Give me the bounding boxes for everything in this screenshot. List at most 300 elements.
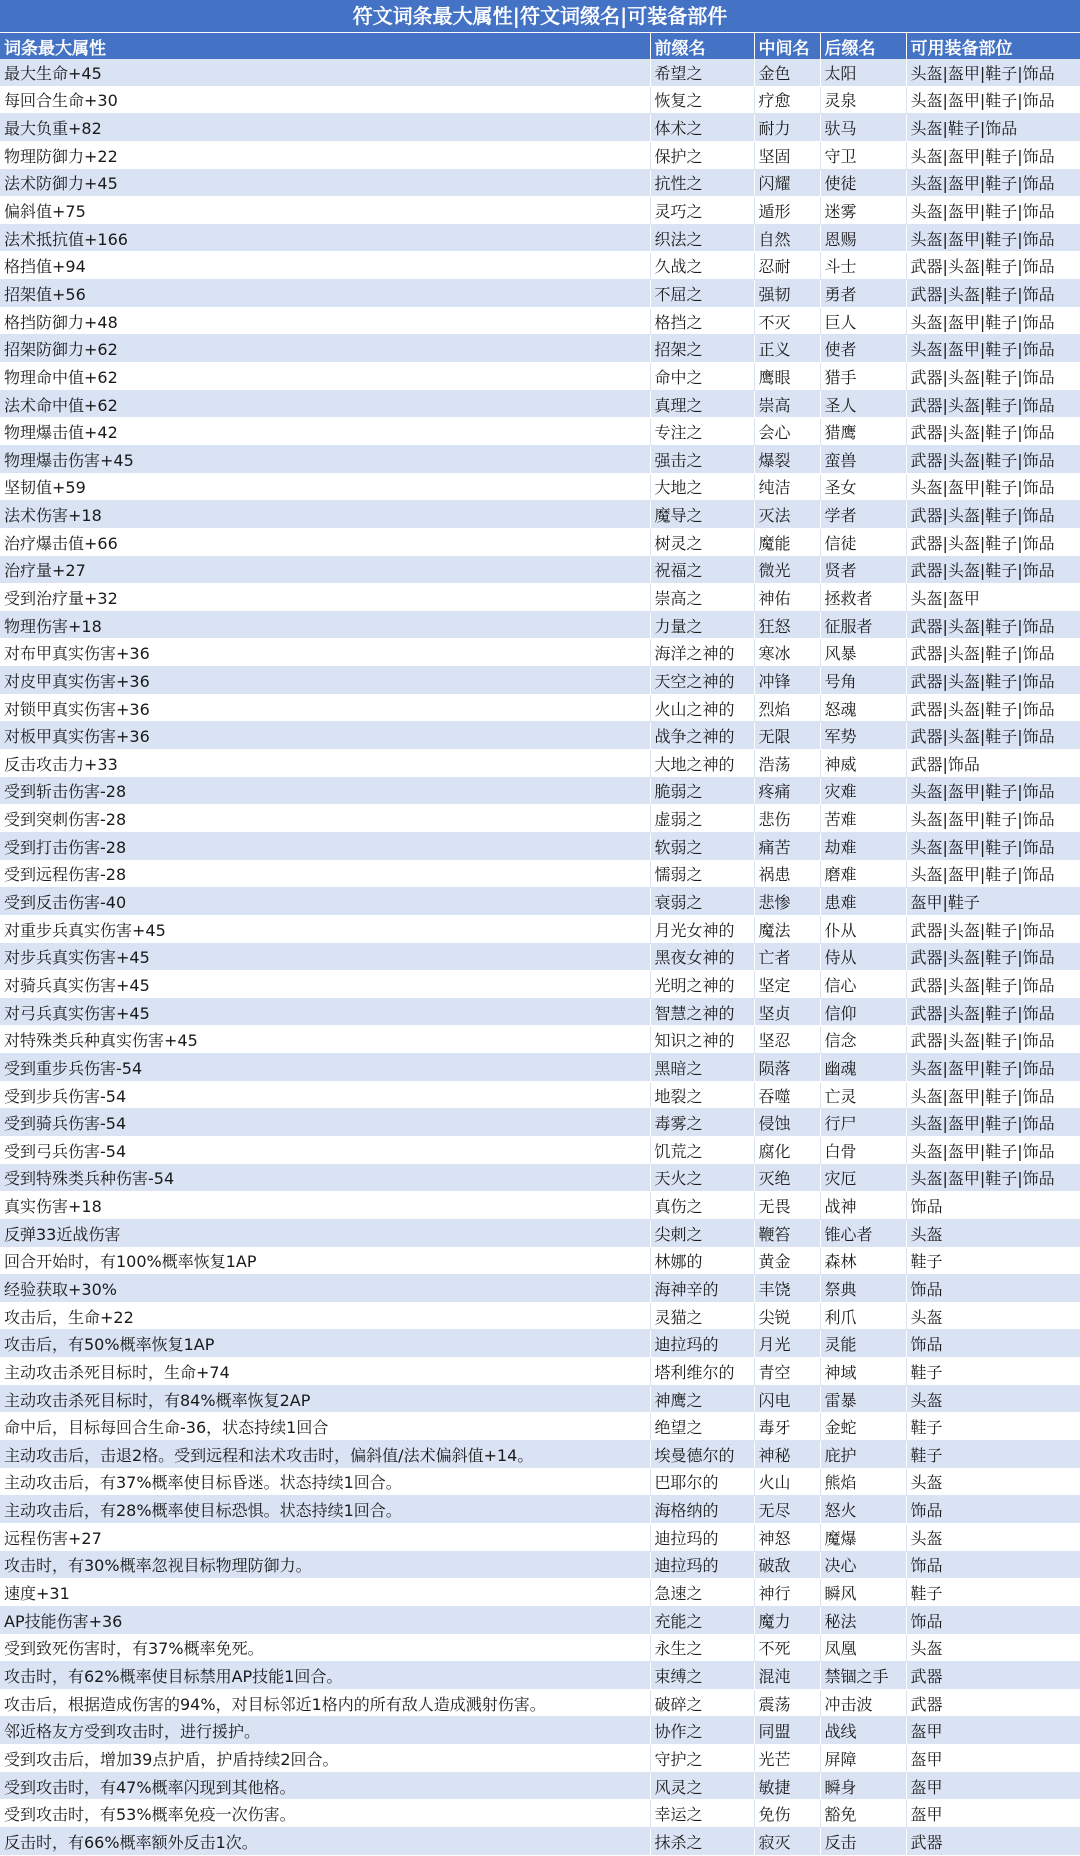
table-row (0, 445, 1080, 473)
cell-middle: 坚贞 (754, 998, 820, 1026)
cell-attribute: 物理防御力+22 (0, 141, 650, 169)
table-row (0, 1717, 1080, 1745)
cell-middle: 魔法 (754, 915, 820, 943)
cell-suffix: 征服者 (820, 611, 906, 639)
cell-middle: 闪电 (754, 1385, 820, 1413)
table-row (0, 888, 1080, 916)
table-row (0, 1496, 1080, 1524)
cell-suffix: 冲击波 (820, 1689, 906, 1717)
table-row (0, 307, 1080, 335)
cell-slots: 武器|头盔|鞋子|饰品 (906, 943, 1080, 971)
table-row (0, 335, 1080, 363)
cell-suffix: 灾难 (820, 777, 906, 805)
column-header-prefix: 前缀名 (650, 33, 754, 59)
cell-middle: 疗愈 (754, 86, 820, 114)
cell-attribute: 物理命中值+62 (0, 363, 650, 391)
table-row (0, 1164, 1080, 1192)
table-row (0, 197, 1080, 225)
cell-slots: 鞋子 (906, 1441, 1080, 1469)
cell-suffix: 秘法 (820, 1606, 906, 1634)
cell-slots: 武器|头盔|鞋子|饰品 (906, 639, 1080, 667)
cell-suffix: 守卫 (820, 141, 906, 169)
cell-middle: 正义 (754, 335, 820, 363)
table-row (0, 998, 1080, 1026)
cell-prefix: 迪拉玛的 (650, 1330, 754, 1358)
table-row (0, 1745, 1080, 1773)
cell-prefix: 战争之神的 (650, 722, 754, 750)
cell-slots: 头盔|盔甲|鞋子|饰品 (906, 335, 1080, 363)
cell-slots: 头盔|盔甲|鞋子|饰品 (906, 224, 1080, 252)
cell-prefix: 希望之 (650, 59, 754, 86)
cell-slots: 武器|饰品 (906, 750, 1080, 778)
cell-slots: 武器|头盔|鞋子|饰品 (906, 694, 1080, 722)
cell-attribute: 攻击后，根据造成伤害的94%，对目标邻近1格内的所有敌人造成溅射伤害。 (0, 1689, 650, 1717)
cell-middle: 自然 (754, 224, 820, 252)
cell-suffix: 豁免 (820, 1800, 906, 1828)
cell-prefix: 灵巧之 (650, 197, 754, 225)
table-row (0, 750, 1080, 778)
table-row (0, 1054, 1080, 1082)
cell-attribute: 对板甲真实伤害+36 (0, 722, 650, 750)
cell-slots: 盔甲 (906, 1717, 1080, 1745)
cell-attribute: 受到治疗量+32 (0, 584, 650, 612)
table-row (0, 1772, 1080, 1800)
table-row (0, 1828, 1080, 1856)
cell-prefix: 黑夜女神的 (650, 943, 754, 971)
cell-prefix: 知识之神的 (650, 1026, 754, 1054)
cell-suffix: 神域 (820, 1358, 906, 1386)
cell-prefix: 天空之神的 (650, 667, 754, 695)
cell-attribute: 受到反击伤害-40 (0, 888, 650, 916)
cell-slots: 武器|头盔|鞋子|饰品 (906, 915, 1080, 943)
cell-slots: 头盔 (906, 1634, 1080, 1662)
cell-suffix: 瞬身 (820, 1772, 906, 1800)
cell-suffix: 祭典 (820, 1275, 906, 1303)
cell-middle: 崇高 (754, 390, 820, 418)
cell-slots: 武器|头盔|鞋子|饰品 (906, 390, 1080, 418)
cell-middle: 亡者 (754, 943, 820, 971)
cell-prefix: 衰弱之 (650, 888, 754, 916)
cell-middle: 微光 (754, 556, 820, 584)
cell-prefix: 大地之 (650, 473, 754, 501)
cell-attribute: 物理爆击值+42 (0, 418, 650, 446)
cell-slots: 武器|头盔|鞋子|饰品 (906, 528, 1080, 556)
cell-slots: 盔甲 (906, 1745, 1080, 1773)
cell-middle: 金色 (754, 59, 820, 86)
rune-table (0, 33, 1080, 1856)
cell-prefix: 巴耶尔的 (650, 1468, 754, 1496)
cell-prefix: 招架之 (650, 335, 754, 363)
table-row (0, 667, 1080, 695)
cell-attribute: 反击时，有66%概率额外反击1次。 (0, 1828, 650, 1856)
cell-prefix: 束缚之 (650, 1662, 754, 1690)
cell-prefix: 天火之 (650, 1164, 754, 1192)
cell-prefix: 林娜的 (650, 1247, 754, 1275)
cell-suffix: 患难 (820, 888, 906, 916)
cell-slots: 头盔 (906, 1302, 1080, 1330)
cell-slots: 头盔|盔甲|鞋子|饰品 (906, 860, 1080, 888)
cell-attribute: 对锁甲真实伤害+36 (0, 694, 650, 722)
cell-middle: 神秘 (754, 1441, 820, 1469)
cell-slots: 盔甲 (906, 1772, 1080, 1800)
cell-attribute: 治疗爆击值+66 (0, 528, 650, 556)
cell-suffix: 圣女 (820, 473, 906, 501)
cell-middle: 坚定 (754, 971, 820, 999)
cell-slots: 武器 (906, 1662, 1080, 1690)
table-row (0, 1413, 1080, 1441)
cell-suffix: 屏障 (820, 1745, 906, 1773)
cell-middle: 青空 (754, 1358, 820, 1386)
cell-slots: 头盔 (906, 1385, 1080, 1413)
cell-suffix: 斗士 (820, 252, 906, 280)
cell-prefix: 真伤之 (650, 1192, 754, 1220)
cell-middle: 无尽 (754, 1496, 820, 1524)
cell-prefix: 破碎之 (650, 1689, 754, 1717)
cell-suffix: 使者 (820, 335, 906, 363)
cell-suffix: 白骨 (820, 1136, 906, 1164)
cell-attribute: 法术伤害+18 (0, 501, 650, 529)
cell-attribute: 偏斜值+75 (0, 197, 650, 225)
cell-attribute: 招架防御力+62 (0, 335, 650, 363)
cell-slots: 武器|头盔|鞋子|饰品 (906, 998, 1080, 1026)
cell-slots: 武器|头盔|鞋子|饰品 (906, 722, 1080, 750)
cell-prefix: 智慧之神的 (650, 998, 754, 1026)
table-row (0, 1385, 1080, 1413)
cell-prefix: 饥荒之 (650, 1136, 754, 1164)
cell-attribute: 受到斩击伤害-28 (0, 777, 650, 805)
cell-middle: 悲惨 (754, 888, 820, 916)
cell-middle: 坚固 (754, 141, 820, 169)
cell-prefix: 不屈之 (650, 280, 754, 308)
column-header-attribute: 词条最大属性 (0, 33, 650, 59)
table-row (0, 694, 1080, 722)
cell-middle: 破敌 (754, 1551, 820, 1579)
table-row (0, 1192, 1080, 1220)
cell-suffix: 灵能 (820, 1330, 906, 1358)
table-row (0, 363, 1080, 391)
cell-suffix: 金蛇 (820, 1413, 906, 1441)
cell-prefix: 真理之 (650, 390, 754, 418)
cell-suffix: 号角 (820, 667, 906, 695)
cell-prefix: 懦弱之 (650, 860, 754, 888)
cell-attribute: 主动攻击后，有37%概率使目标昏迷。状态持续1回合。 (0, 1468, 650, 1496)
cell-suffix: 信徒 (820, 528, 906, 556)
cell-slots: 饰品 (906, 1330, 1080, 1358)
cell-slots: 头盔 (906, 1219, 1080, 1247)
cell-prefix: 久战之 (650, 252, 754, 280)
cell-prefix: 绝望之 (650, 1413, 754, 1441)
table-row (0, 915, 1080, 943)
cell-suffix: 蛮兽 (820, 445, 906, 473)
cell-prefix: 塔利维尔的 (650, 1358, 754, 1386)
cell-prefix: 祝福之 (650, 556, 754, 584)
cell-prefix: 月光女神的 (650, 915, 754, 943)
cell-slots: 头盔 (906, 1523, 1080, 1551)
table-row (0, 1302, 1080, 1330)
cell-prefix: 软弱之 (650, 832, 754, 860)
table-row (0, 722, 1080, 750)
cell-prefix: 虚弱之 (650, 805, 754, 833)
cell-slots: 武器|头盔|鞋子|饰品 (906, 363, 1080, 391)
cell-suffix: 凤凰 (820, 1634, 906, 1662)
cell-attribute: 受到弓兵伤害-54 (0, 1136, 650, 1164)
cell-middle: 魔力 (754, 1606, 820, 1634)
cell-slots: 饰品 (906, 1496, 1080, 1524)
cell-attribute: 最大生命+45 (0, 59, 650, 86)
table-row (0, 1606, 1080, 1634)
cell-middle: 神怒 (754, 1523, 820, 1551)
cell-middle: 不死 (754, 1634, 820, 1662)
table-row (0, 473, 1080, 501)
cell-prefix: 毒雾之 (650, 1109, 754, 1137)
cell-slots: 头盔|盔甲|鞋子|饰品 (906, 59, 1080, 86)
cell-slots: 武器 (906, 1828, 1080, 1856)
table-row (0, 528, 1080, 556)
cell-attribute: 回合开始时，有100%概率恢复1AP (0, 1247, 650, 1275)
cell-prefix: 协作之 (650, 1717, 754, 1745)
cell-middle: 忍耐 (754, 252, 820, 280)
cell-attribute: 受到远程伤害-28 (0, 860, 650, 888)
table-row (0, 860, 1080, 888)
cell-attribute: 攻击后，有50%概率恢复1AP (0, 1330, 650, 1358)
cell-prefix: 命中之 (650, 363, 754, 391)
cell-slots: 武器|头盔|鞋子|饰品 (906, 556, 1080, 584)
cell-middle: 痛苦 (754, 832, 820, 860)
cell-suffix: 苦难 (820, 805, 906, 833)
table-row (0, 224, 1080, 252)
cell-middle: 无限 (754, 722, 820, 750)
cell-attribute: 主动攻击杀死目标时，有84%概率恢复2AP (0, 1385, 650, 1413)
cell-middle: 同盟 (754, 1717, 820, 1745)
table-row (0, 1219, 1080, 1247)
cell-slots: 头盔|盔甲|鞋子|饰品 (906, 86, 1080, 114)
cell-attribute: 受到打击伤害-28 (0, 832, 650, 860)
table-title: 符文词条最大属性|符文词缀名|可装备部件 (0, 0, 1080, 33)
cell-attribute: 法术抵抗值+166 (0, 224, 650, 252)
cell-prefix: 风灵之 (650, 1772, 754, 1800)
cell-prefix: 神鹰之 (650, 1385, 754, 1413)
cell-middle: 狂怒 (754, 611, 820, 639)
cell-suffix: 战神 (820, 1192, 906, 1220)
cell-attribute: 受到攻击后，增加39点护盾，护盾持续2回合。 (0, 1745, 650, 1773)
cell-prefix: 迪拉玛的 (650, 1551, 754, 1579)
cell-attribute: 受到攻击时，有53%概率免疫一次伤害。 (0, 1800, 650, 1828)
cell-slots: 头盔|盔甲|鞋子|饰品 (906, 197, 1080, 225)
cell-middle: 闪耀 (754, 169, 820, 197)
cell-prefix: 树灵之 (650, 528, 754, 556)
cell-attribute: 主动攻击杀死目标时，生命+74 (0, 1358, 650, 1386)
cell-attribute: 对皮甲真实伤害+36 (0, 667, 650, 695)
cell-middle: 吞噬 (754, 1081, 820, 1109)
cell-middle: 遁形 (754, 197, 820, 225)
table-row (0, 390, 1080, 418)
cell-prefix: 崇高之 (650, 584, 754, 612)
table-row (0, 1247, 1080, 1275)
table-row (0, 86, 1080, 114)
cell-slots: 武器|头盔|鞋子|饰品 (906, 611, 1080, 639)
table-row (0, 501, 1080, 529)
cell-middle: 浩荡 (754, 750, 820, 778)
cell-slots: 头盔|盔甲|鞋子|饰品 (906, 1054, 1080, 1082)
cell-attribute: 攻击时，有62%概率使目标禁用AP技能1回合。 (0, 1662, 650, 1690)
cell-prefix: 脆弱之 (650, 777, 754, 805)
cell-middle: 强韧 (754, 280, 820, 308)
table-row (0, 59, 1080, 86)
cell-middle: 神行 (754, 1579, 820, 1607)
cell-attribute: 格挡值+94 (0, 252, 650, 280)
column-header-middle: 中间名 (754, 33, 820, 59)
cell-slots: 头盔|盔甲|鞋子|饰品 (906, 169, 1080, 197)
table-row (0, 280, 1080, 308)
cell-suffix: 拯救者 (820, 584, 906, 612)
cell-suffix: 圣人 (820, 390, 906, 418)
cell-attribute: 邻近格友方受到攻击时，进行援护。 (0, 1717, 650, 1745)
cell-attribute: 真实伤害+18 (0, 1192, 650, 1220)
cell-suffix: 勇者 (820, 280, 906, 308)
cell-slots: 鞋子 (906, 1413, 1080, 1441)
cell-slots: 头盔|盔甲|鞋子|饰品 (906, 307, 1080, 335)
cell-prefix: 黑暗之 (650, 1054, 754, 1082)
cell-prefix: 急速之 (650, 1579, 754, 1607)
cell-slots: 头盔|盔甲|鞋子|饰品 (906, 1109, 1080, 1137)
cell-middle: 耐力 (754, 114, 820, 142)
cell-middle: 悲伤 (754, 805, 820, 833)
cell-suffix: 军势 (820, 722, 906, 750)
table-row (0, 1081, 1080, 1109)
table-row (0, 1136, 1080, 1164)
cell-attribute: 经验获取+30% (0, 1275, 650, 1303)
cell-suffix: 决心 (820, 1551, 906, 1579)
cell-suffix: 怒魂 (820, 694, 906, 722)
cell-attribute: 法术防御力+45 (0, 169, 650, 197)
cell-slots: 头盔|盔甲|鞋子|饰品 (906, 832, 1080, 860)
cell-suffix: 学者 (820, 501, 906, 529)
cell-slots: 头盔|盔甲|鞋子|饰品 (906, 1136, 1080, 1164)
table-row (0, 1330, 1080, 1358)
cell-middle: 冲锋 (754, 667, 820, 695)
cell-suffix: 仆从 (820, 915, 906, 943)
cell-prefix: 抗性之 (650, 169, 754, 197)
table-row (0, 1689, 1080, 1717)
cell-prefix: 幸运之 (650, 1800, 754, 1828)
cell-suffix: 瞬风 (820, 1579, 906, 1607)
cell-slots: 武器|头盔|鞋子|饰品 (906, 667, 1080, 695)
cell-attribute: 格挡防御力+48 (0, 307, 650, 335)
table-row (0, 1275, 1080, 1303)
table-row (0, 611, 1080, 639)
cell-suffix: 森林 (820, 1247, 906, 1275)
cell-middle: 敏捷 (754, 1772, 820, 1800)
cell-attribute: 每回合生命+30 (0, 86, 650, 114)
cell-middle: 魔能 (754, 528, 820, 556)
cell-slots: 头盔|盔甲|鞋子|饰品 (906, 1081, 1080, 1109)
cell-suffix: 战线 (820, 1717, 906, 1745)
cell-middle: 鞭笞 (754, 1219, 820, 1247)
cell-suffix: 贤者 (820, 556, 906, 584)
cell-middle: 鹰眼 (754, 363, 820, 391)
cell-attribute: 攻击后，生命+22 (0, 1302, 650, 1330)
cell-slots: 饰品 (906, 1551, 1080, 1579)
cell-suffix: 反击 (820, 1828, 906, 1856)
cell-middle: 坚忍 (754, 1026, 820, 1054)
cell-prefix: 保护之 (650, 141, 754, 169)
header-row (0, 33, 1080, 59)
table-row (0, 1662, 1080, 1690)
cell-attribute: 物理伤害+18 (0, 611, 650, 639)
cell-suffix: 信仰 (820, 998, 906, 1026)
cell-prefix: 地裂之 (650, 1081, 754, 1109)
cell-middle: 月光 (754, 1330, 820, 1358)
cell-prefix: 灵猫之 (650, 1302, 754, 1330)
cell-attribute: AP技能伤害+36 (0, 1606, 650, 1634)
cell-attribute: 对重步兵真实伤害+45 (0, 915, 650, 943)
cell-middle: 寂灭 (754, 1828, 820, 1856)
cell-middle: 不灭 (754, 307, 820, 335)
cell-suffix: 亡灵 (820, 1081, 906, 1109)
cell-middle: 毒牙 (754, 1413, 820, 1441)
cell-suffix: 猎鹰 (820, 418, 906, 446)
table-row (0, 556, 1080, 584)
cell-attribute: 受到特殊类兵种伤害-54 (0, 1164, 650, 1192)
cell-attribute: 最大负重+82 (0, 114, 650, 142)
table-row (0, 1523, 1080, 1551)
column-header-slots: 可用装备部位 (906, 33, 1080, 59)
cell-middle: 祸患 (754, 860, 820, 888)
table-row (0, 1579, 1080, 1607)
cell-slots: 鞋子 (906, 1358, 1080, 1386)
cell-attribute: 反击攻击力+33 (0, 750, 650, 778)
cell-suffix: 幽魂 (820, 1054, 906, 1082)
cell-prefix: 体术之 (650, 114, 754, 142)
cell-suffix: 灾厄 (820, 1164, 906, 1192)
cell-attribute: 法术命中值+62 (0, 390, 650, 418)
cell-suffix: 行尸 (820, 1109, 906, 1137)
cell-slots: 武器|头盔|鞋子|饰品 (906, 971, 1080, 999)
cell-attribute: 速度+31 (0, 1579, 650, 1607)
cell-attribute: 主动攻击后，击退2格。受到远程和法术攻击时，偏斜值/法术偏斜值+14。 (0, 1441, 650, 1469)
cell-slots: 头盔|鞋子|饰品 (906, 114, 1080, 142)
cell-prefix: 恢复之 (650, 86, 754, 114)
cell-attribute: 招架值+56 (0, 280, 650, 308)
table-row (0, 169, 1080, 197)
cell-attribute: 攻击时，有30%概率忽视目标物理防御力。 (0, 1551, 650, 1579)
cell-middle: 无畏 (754, 1192, 820, 1220)
cell-middle: 免伤 (754, 1800, 820, 1828)
table-row (0, 1026, 1080, 1054)
cell-attribute: 对骑兵真实伤害+45 (0, 971, 650, 999)
cell-suffix: 信念 (820, 1026, 906, 1054)
cell-prefix: 魔导之 (650, 501, 754, 529)
cell-slots: 头盔|盔甲|鞋子|饰品 (906, 1164, 1080, 1192)
cell-attribute: 反弹33近战伤害 (0, 1219, 650, 1247)
cell-middle: 寒冰 (754, 639, 820, 667)
cell-attribute: 受到骑兵伤害-54 (0, 1109, 650, 1137)
cell-middle: 黄金 (754, 1247, 820, 1275)
cell-suffix: 劫难 (820, 832, 906, 860)
cell-slots: 饰品 (906, 1606, 1080, 1634)
cell-slots: 武器|头盔|鞋子|饰品 (906, 252, 1080, 280)
cell-attribute: 受到攻击时，有47%概率闪现到其他格。 (0, 1772, 650, 1800)
cell-suffix: 迷雾 (820, 197, 906, 225)
cell-middle: 尖锐 (754, 1302, 820, 1330)
cell-attribute: 对弓兵真实伤害+45 (0, 998, 650, 1026)
cell-prefix: 守护之 (650, 1745, 754, 1773)
cell-suffix: 使徒 (820, 169, 906, 197)
table-row (0, 832, 1080, 860)
cell-suffix: 神威 (820, 750, 906, 778)
cell-attribute: 坚韧值+59 (0, 473, 650, 501)
cell-middle: 丰饶 (754, 1275, 820, 1303)
